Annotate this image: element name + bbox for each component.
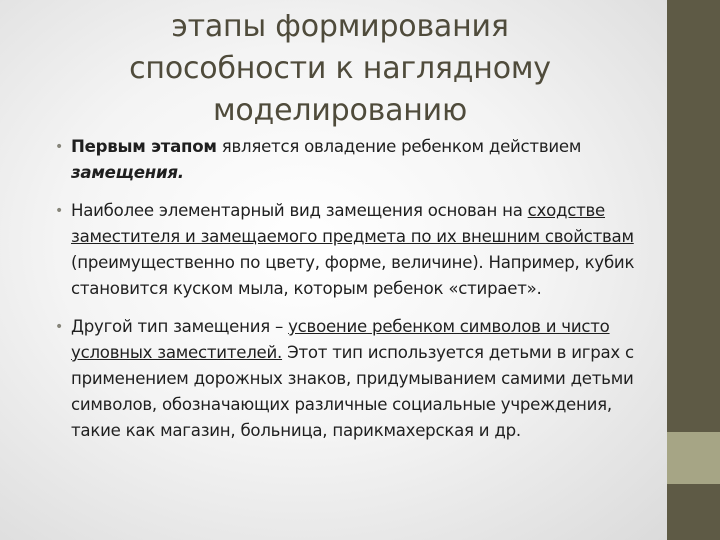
bullet-1-bold: Первым этапом (71, 137, 217, 156)
bullet-item-2 (55, 198, 640, 302)
bullet-list (55, 134, 640, 456)
bullet-1-text: является овладение ребенком действием (216, 137, 582, 156)
bullet-dot-icon: • (55, 139, 64, 155)
bullet-1-bold-italic: замещения. (71, 163, 184, 182)
bullet-3-pre: Другой тип замещения – (71, 317, 289, 336)
title-line-2: способности к наглядному (129, 51, 551, 86)
title-line-3: моделированию (212, 93, 468, 128)
title-line-1: этапы формирования (171, 9, 509, 44)
bullet-item-3 (55, 314, 640, 444)
bullet-2-pre: Наиболее элементарный вид замещения основан на (71, 201, 528, 220)
bullet-3-post: Этот тип используется детьми в играх с применением дорожных знаков, придумыванием самими детьми символов, обозначающих различные социальные учреждения, такие как магазин, больница, парикмахерская и др. (71, 343, 634, 440)
bullet-3-underlined: усвоение ребенком символов и чисто условных заместителей. (71, 317, 610, 362)
slide-title (30, 6, 650, 132)
bullet-item-1 (55, 134, 640, 186)
bullet-dot-icon: • (55, 319, 64, 335)
bullet-2-underlined: сходстве заместителя и замещаемого предмета по их внешним свойствам (71, 201, 634, 246)
bullet-dot-icon: • (55, 203, 64, 219)
bullet-2-post: (преимущественно по цвету, форме, величине). Например, кубик становится куском мыла, которым ребенок «стирает». (71, 253, 635, 298)
right-decor-accent (667, 432, 720, 484)
